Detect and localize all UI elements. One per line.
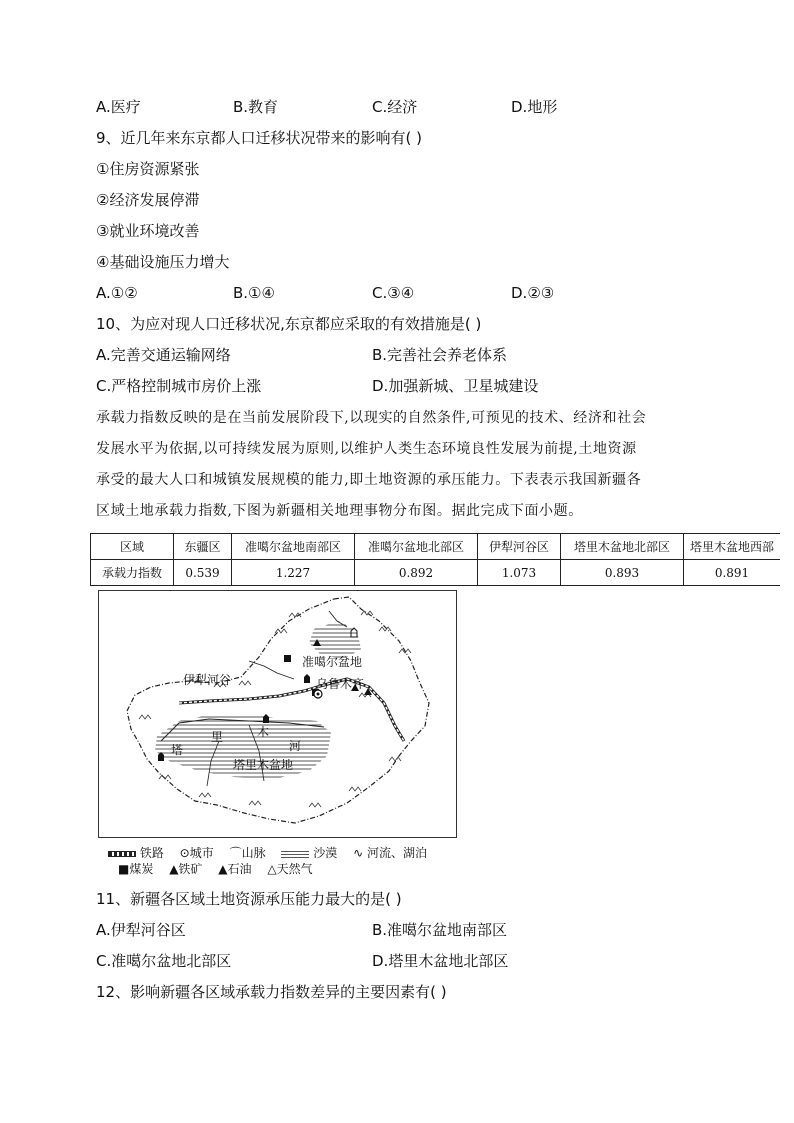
q10-option-b[interactable]: B.完善社会养老体系 [372, 346, 508, 364]
passage-line: 承受的最大人口和城镇发展规模的能力,即土地资源的承压能力。下表表示我国新疆各 [96, 472, 642, 488]
legend-desert: 沙漠 [281, 846, 337, 860]
passage-line: 区域土地承载力指数,下图为新疆相关地理事物分布图。据此完成下面小题。 [96, 503, 583, 519]
q8-option-a[interactable]: A.医疗 [96, 98, 141, 116]
city-icon: ⊙ [179, 846, 190, 860]
passage-line: 承载力指数反映的是在当前发展阶段下,以现实的自然条件,可预见的技术、经济和社会 [96, 410, 647, 426]
iron-icon: ▲ [169, 862, 179, 876]
desert-icon [281, 850, 309, 858]
mountain-mark [309, 803, 321, 807]
q10-option-d[interactable]: D.加强新城、卫星城建设 [372, 377, 539, 395]
q8-option-b[interactable]: B.教育 [233, 98, 279, 116]
passage [96, 403, 706, 527]
table-header-cell: 准噶尔盆地北部区 [355, 534, 478, 560]
coal-icon: ■ [118, 862, 130, 876]
mountain-mark [199, 793, 211, 797]
q9-item-1: ①住房资源紧张 [96, 160, 200, 178]
q12-stem: 12、影响新疆各区域承载力指数差异的主要因素有( ) [96, 983, 447, 1001]
q11-option-b[interactable]: B.准噶尔盆地南部区 [372, 921, 508, 939]
oil-symbol [304, 674, 310, 683]
q11-option-d[interactable]: D.塔里木盆地北部区 [372, 952, 509, 970]
map-label-tarim: 塔里木盆地 [233, 758, 294, 772]
mountain-mark [139, 715, 151, 719]
q10-option-c[interactable]: C.严格控制城市房价上涨 [96, 377, 262, 395]
table-header-cell: 区域 [91, 534, 174, 560]
table-cell: 0.892 [355, 560, 478, 586]
table-header-cell: 塔里木盆地北部区 [561, 534, 684, 560]
river-icon: ∿ [353, 846, 364, 860]
mountain-mark [389, 757, 401, 761]
q11-option-a[interactable]: A.伊犁河谷区 [96, 921, 186, 939]
legend-coal: ■煤炭 [118, 862, 154, 876]
mountain-mark [239, 681, 251, 685]
q8-option-c[interactable]: C.经济 [372, 98, 418, 116]
map-label-mu: 木 [257, 725, 270, 739]
mountain-icon: ⌒ [229, 846, 242, 860]
legend-railway: 铁路 [108, 846, 164, 860]
q11-stem: 11、新疆各区域土地资源承压能力最大的是( ) [96, 890, 402, 908]
q9-option-a[interactable]: A.①② [96, 284, 138, 302]
map-svg [99, 591, 455, 836]
table-row [91, 560, 781, 586]
q9-item-3: ③就业环境改善 [96, 222, 200, 240]
table-cell: 承载力指数 [91, 560, 174, 586]
map-label-urumqi: 乌鲁木齐 [316, 677, 365, 691]
legend-iron: ▲铁矿 [169, 862, 203, 876]
capacity-table [90, 533, 780, 586]
mountain-mark [349, 787, 361, 791]
xinjiang-map [98, 590, 457, 838]
map-legend-row-1 [108, 844, 439, 861]
table-header-cell: 塔里木盆地西部 [684, 534, 781, 560]
legend-gas: △天然气 [267, 862, 313, 876]
q9-option-b[interactable]: B.①④ [233, 284, 275, 302]
q10-option-a[interactable]: A.完善交通运输网络 [96, 346, 231, 364]
railway-icon [108, 851, 136, 857]
legend-oil: ▲石油 [218, 862, 252, 876]
map-label-he: 河 [289, 739, 302, 753]
table-cell: 0.893 [561, 560, 684, 586]
table-header-cell: 伊犁河谷区 [478, 534, 561, 560]
mountain-mark [289, 613, 301, 617]
river-line [249, 661, 294, 679]
oil-icon: ▲ [218, 862, 228, 876]
q9-item-2: ②经济发展停滞 [96, 191, 200, 209]
gas-icon: △ [267, 862, 277, 876]
q9-option-c[interactable]: C.③④ [372, 284, 415, 302]
map-label-junggar: 准噶尔盆地 [302, 655, 363, 669]
map-label-yili: 伊犁河谷 [183, 673, 232, 687]
coal-symbol [284, 655, 291, 662]
q9-stem: 9、近几年来东京都人口迁移状况带来的影响有( ) [96, 129, 423, 147]
q10-stem: 10、为应对现人口迁移状况,东京都应采取的有效措施是( ) [96, 315, 482, 333]
map-label-ta: 塔 [171, 743, 184, 757]
region-boundary [127, 597, 429, 823]
mountain-mark [249, 801, 261, 805]
passage-line: 发展水平为依据,以可持续发展为原则,以维护人类生态环境良性发展为前提,土地资源 [96, 441, 637, 457]
table-row [91, 534, 781, 560]
mountain-mark [159, 775, 171, 779]
table-header-cell: 准噶尔盆地南部区 [232, 534, 355, 560]
legend-city: ⊙城市 [179, 846, 214, 860]
table-cell: 1.073 [478, 560, 561, 586]
legend-river: ∿ 河流、湖泊 [353, 846, 428, 860]
legend-mountain: ⌒山脉 [229, 846, 266, 860]
mountain-mark [361, 611, 373, 615]
q11-option-c[interactable]: C.准噶尔盆地北部区 [96, 952, 232, 970]
table-cell: 0.891 [684, 560, 781, 586]
map-legend-row-2 [118, 860, 325, 877]
oil-symbol [263, 714, 269, 723]
table-cell: 0.539 [174, 560, 232, 586]
q9-item-4: ④基础设施压力增大 [96, 253, 230, 271]
table-header-cell: 东疆区 [174, 534, 232, 560]
q9-option-d[interactable]: D.②③ [511, 284, 555, 302]
map-label-li: 里 [211, 730, 224, 744]
table-cell: 1.227 [232, 560, 355, 586]
q8-option-d[interactable]: D.地形 [511, 98, 558, 116]
